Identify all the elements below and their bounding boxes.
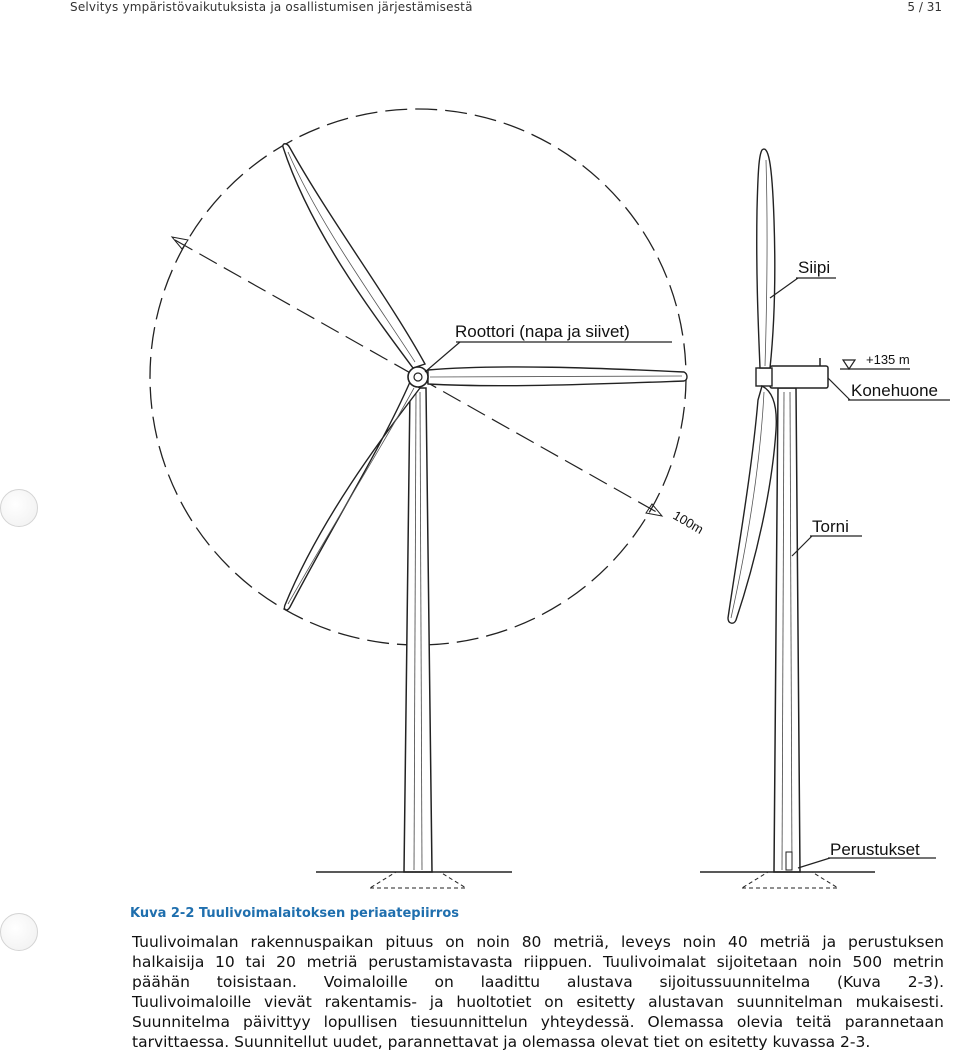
margin-punch-hole-lower [0,913,38,951]
side-tower [774,388,800,872]
body-paragraph [132,932,944,1052]
body-line: päähän toisistaan. Voimaloille on laadittu alustava sijoitussuunnitelma (Kuva 2-3). [132,973,944,991]
rotor-label: Roottori (napa ja siivet) [455,322,630,341]
front-blade-upper [283,144,425,368]
diameter-label: 100m [670,507,707,537]
blade-label: Siipi [798,258,831,277]
foundation-label: Perustukset [830,840,920,859]
page-number: 5 / 31 [907,0,942,14]
document-title: Selvitys ympäristövaikutuksista ja osallistumisen järjestämisestä [70,0,473,14]
nacelle-leader [828,378,850,400]
body-line: Tuulivoimalan rakennuspaikan pituus on noin 80 metriä, leveys noin 40 metriä ja perustuksen [132,933,944,951]
tower-label: Torni [812,517,849,536]
height-label: +135 m [866,352,910,367]
height-marker [843,360,855,369]
side-foundation [742,872,838,888]
side-nacelle [770,366,828,388]
body-line: halkaisija 10 tai 20 metriä perustamistavasta riippuen. Tuulivoimalat sijoitetaan noin 500 metrin [132,953,944,971]
figure-caption: Kuva 2-2 Tuulivoimalaitoksen periaatepiirros [130,906,460,921]
nacelle-label: Konehuone [851,381,938,400]
margin-punch-hole-upper [0,489,38,527]
foundation-leader [798,858,830,868]
body-line: Suunnitelma päivittyy lopullisen tiesuunnittelun yhteydessä. Olemassa olevia teitä parannetaan [132,1013,944,1031]
body-line: tarvittaessa. Suunnitellut uudet, parannettavat ja olemassa olevat tiet on esitetty kuvassa 2-3. [132,1033,871,1051]
front-foundation [370,872,466,888]
front-tower [404,388,432,872]
body-line: Tuulivoimaloille vievät rakentamis- ja huoltotiet on esitetty alustavan suunnitelman mukaisesti. [132,993,944,1011]
rotor-leader [425,342,460,372]
front-blade-lower [284,382,420,610]
